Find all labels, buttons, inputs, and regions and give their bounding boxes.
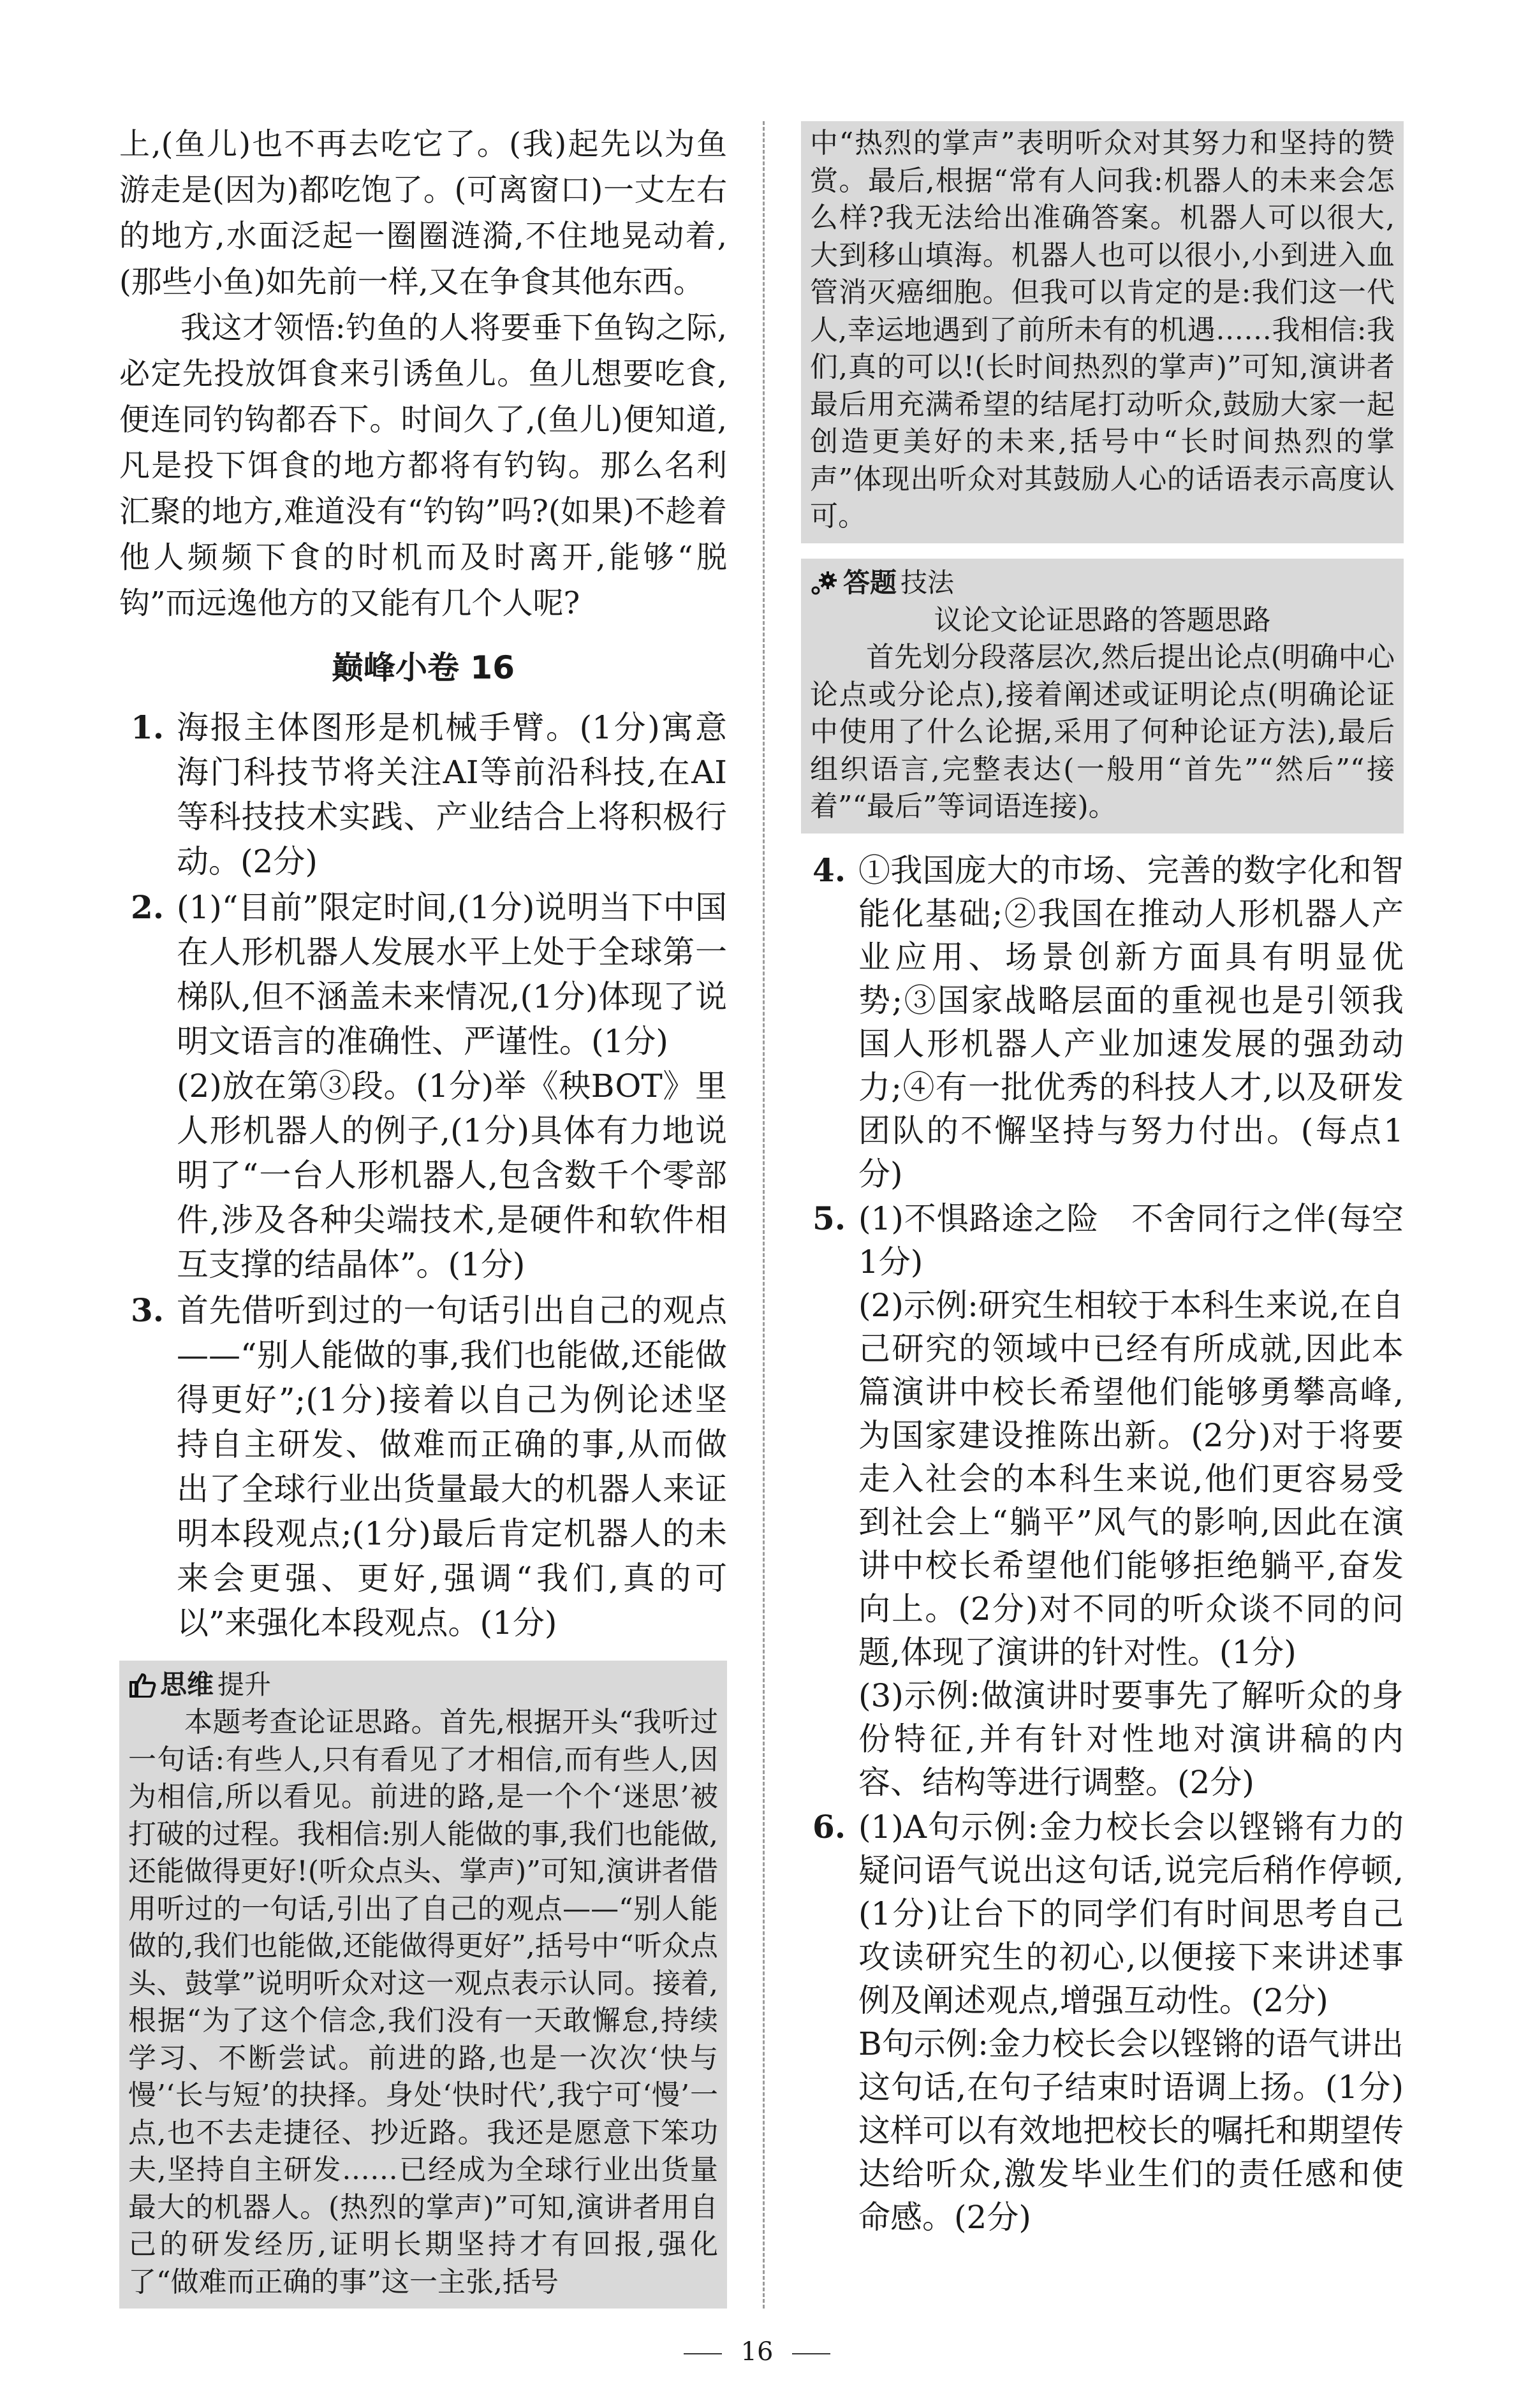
thinking-box-text-continued: 中“热烈的掌声”表明听众对其努力和坚持的赞赏。最后,根据“常有人问我:机器人的未来会怎么样?我无法给出准确答案。机器人可以很大,大到移山填海。机器人也可以很小,小到进入血管消灭癌细胞。但我可以肯定的是:我们这一代人,幸运地遇到了前所未有的机遇……我相信:我们,真的可以!(长时间热烈的掌声)”可知,演讲者最后用充满希望的结尾打动听众,鼓励大家一起创造更美好的未来,括号中“长时间热烈的掌声”体现出听众对其鼓励人心的话语表示高度认可。 [810,127,1395,532]
header-light: 技法 [900,566,955,598]
answer-text: (3)示例:做演讲时要事先了解听众的身份特征,并有针对性地对演讲稿的内容、结构等进行调整。(2分) [858,1677,1404,1801]
thumbs-up-icon [128,1672,156,1698]
item-number: 2. [131,888,165,926]
right-column [801,121,1404,2309]
item-number: 3. [131,1291,165,1329]
answer-text: (1)A句示例:金力校长会以铿锵有力的疑问语气说出这句话,说完后稍作停顿,(1分)让台下的同学们有时间思考自己攻读研究生的初心,以便接下来讲述事例及阐述观点,增强互动性。(2分) [858,1808,1404,2019]
thinking-box-continued [801,121,1404,543]
header-bold: 思维 [160,1669,214,1700]
technique-box-header [801,559,1404,602]
item-number: 1. [131,708,165,746]
answer-text: 首先借听到过的一句话引出自己的观点——“别人能做的事,我们也能做,还能做得更好”;(1分)接着以自己为例论述坚持自主研发、做难而正确的事,从而做出了全球行业出货量最大的机器人来证明本段观点;(1分)最后肯定机器人的未来会更强、更好,强调“我们,真的可以”来强化本段观点。(1分) [177,1292,727,1641]
answer-item-5 [801,1197,1404,1804]
page-number [0,2309,1514,2408]
technique-subtitle: 议论文论证思路的答题思路 [934,603,1271,636]
answer-text: B句示例:金力校长会以铿锵的语气讲出这句话,在句子结束时语调上扬。(1分)这样可以有效地把校长的嘱托和期望传达给听众,激发毕业生们的责任感和使命感。(2分) [858,2025,1404,2236]
header-bold: 答题 [843,566,897,598]
column-divider [763,121,765,2309]
answer-text: (2)放在第③段。(1分)举《秧BOT》里人形机器人的例子,(1分)具体有力地说明了“一台人形机器人,包含数千个零部件,涉及各种尖端技术,是硬件和软件相互支撑的结晶体”。(1分) [177,1068,727,1283]
passage-paragraph: 我这才领悟:钓鱼的人将要垂下鱼钩之际,必定先投放饵食来引诱鱼儿。鱼儿想要吃食,便连同钓钩都吞下。时间久了,(鱼儿)便知道,凡是投下饵食的地方都将有钓钩。那么名利汇聚的地方,难道没有“钓钩”吗?(如果)不趁着他人频频下食的时机而及时离开,能够“脱钩”而远逸他方的又能有几个人呢? [119,310,727,621]
gear-icon [810,570,839,596]
page-number-text: 16 [740,2337,774,2367]
answer-text: (1)不惧路途之险 不舍同行之伴(每空1分) [858,1200,1404,1281]
answer-text: (2)示例:研究生相较于本科生来说,在自己研究的领域中已经有所成就,因此本篇演讲中校长希望他们能够勇攀高峰,为国家建设推陈出新。(2分)对于将要走入社会的本科生来说,他们更容易受到社会上“躺平”风气的影响,因此在演讲中校长希望他们能够拒绝躺平,奋发向上。(2分)对不同的听众谈不同的问题,体现了演讲的针对性。(1分) [858,1286,1404,1671]
left-column [119,121,727,2309]
left-answer-list [119,705,727,1645]
answer-text: 海报主体图形是机械手臂。(1分)寓意海门科技节将关注AI等前沿科技,在AI等科技技术实践、产业结合上将积极行动。(2分) [177,709,727,880]
section-title: 巅峰小卷 16 [332,649,515,686]
answer-item-1 [119,705,727,884]
answer-item-3 [119,1288,727,1645]
thinking-box [119,1661,727,2309]
answer-item-6 [801,1805,1404,2239]
thinking-box-text: 本题考查论证思路。首先,根据开头“我听过一句话:有些人,只有看见了才相信,而有些人,因为相信,所以看见。前进的路,是一个个‘迷思’被打破的过程。我相信:别人能做的事,我们也能做,还能做得更好!(听众点头、掌声)”可知,演讲者借用听过的一句话,引出了自己的观点——“别人能做的,我们也能做,还能做得更好”,括号中“听众点头、鼓掌”说明听众对这一观点表示认同。接着,根据“为了这个信念,我们没有一天敢懈怠,持续学习、不断尝试。前进的路,也是一次次‘快与慢’‘长与短’的抉择。身处‘快时代’,我宁可‘慢’一点,也不去走捷径、抄近路。我还是愿意下笨功夫,坚持自主研发……已经成为全球行业出货量最大的机器人。(热烈的掌声)”可知,演讲者用自己的研发经历,证明长期坚持才有回报,强化了“做难而正确的事”这一主张,括号 [128,1706,718,2298]
answer-text: ①我国庞大的市场、完善的数字化和智能化基础;②我国在推动人形机器人产业应用、场景创新方面具有明显优势;③国家战略层面的重视也是引领我国人形机器人产业加速发展的强劲动力;④有一批优秀的科技人才,以及研发团队的不懈坚持与努力付出。(每点1分) [858,851,1404,1193]
answer-item-2 [119,885,727,1287]
answer-item-4 [801,849,1404,1196]
page-dash-right [792,2353,830,2354]
thinking-box-header [119,1661,727,1704]
reading-passage [119,121,727,626]
item-number: 5. [812,1199,846,1237]
item-number: 6. [812,1807,846,1846]
page-dash-left [684,2353,722,2354]
header-light: 提升 [217,1669,272,1700]
technique-text: 首先划分段落层次,然后提出论点(明确中心论点或分论点),接着阐述或证明论点(明确论证中使用了什么论据,采用了何种论证方法),最后组织语言,完整表达(一般用“首先”“然后”“接着”“最后”等词语连接)。 [810,641,1395,823]
answer-text: (1)“目前”限定时间,(1分)说明当下中国在人形机器人发展水平上处于全球第一梯队,但不涵盖未来情况,(1分)体现了说明文语言的准确性、严谨性。(1分) [177,889,727,1060]
passage-paragraph: 上,(鱼儿)也不再去吃它了。(我)起先以为鱼游走是(因为)都吃饱了。(可离窗口)一丈左右的地方,水面泛起一圈圈涟漪,不住地晃动着,(那些小鱼)如先前一样,又在争食其他东西。 [119,126,727,300]
item-number: 4. [812,851,846,889]
technique-box [801,559,1404,833]
right-answer-list [801,849,1404,2239]
